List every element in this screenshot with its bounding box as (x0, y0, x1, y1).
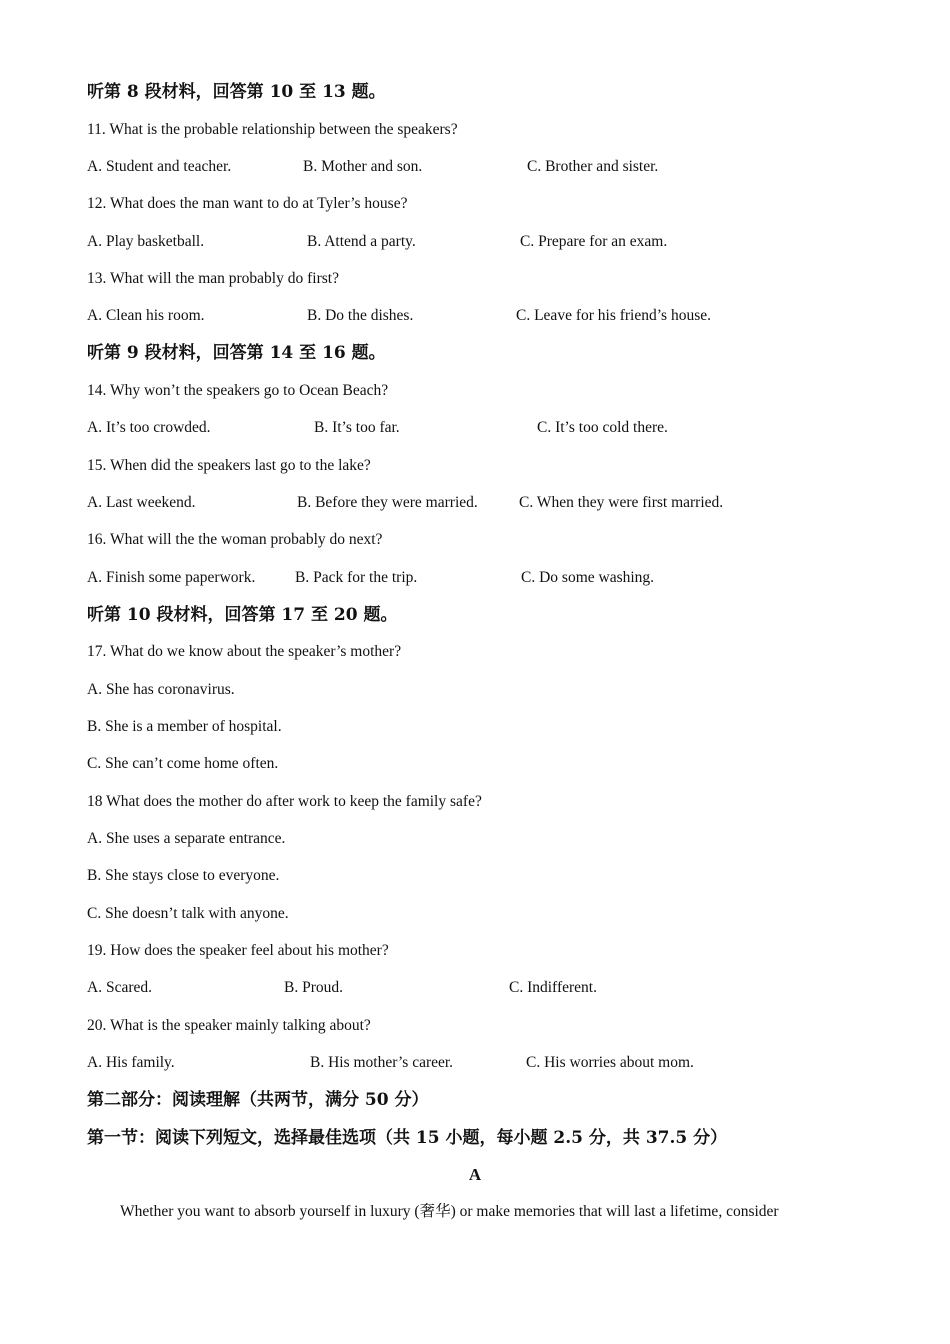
option-12a: A. Play basketball. (87, 233, 205, 250)
option-11c: C. Brother and sister. (527, 158, 659, 175)
option-19a: A. Scared. (87, 979, 152, 996)
question-17: 17. What do we know about the speaker’s mother? (87, 643, 402, 660)
section-header-10: 听第 10 段材料，回答第 17 至 20 题。 (87, 605, 398, 625)
question-13: 13. What will the man probably do first? (87, 270, 339, 287)
option-15a: A. Last weekend. (87, 494, 196, 511)
option-12b: B. Attend a party. (307, 233, 416, 250)
option-13b: B. Do the dishes. (307, 307, 414, 324)
option-19c: C. Indifferent. (509, 979, 597, 996)
question-15: 15. When did the speakers last go to the lake? (87, 457, 371, 474)
option-14a: A. It’s too crowded. (87, 419, 211, 436)
option-17a: A. She has coronavirus. (87, 681, 235, 698)
passage-label: A (468, 1165, 482, 1184)
option-12c: C. Prepare for an exam. (520, 233, 668, 250)
option-13a: A. Clean his room. (87, 307, 205, 324)
option-18a: A. She uses a separate entrance. (87, 830, 286, 847)
option-16a: A. Finish some paperwork. (87, 569, 256, 586)
question-18: 18 What does the mother do after work to keep the family safe? (87, 793, 482, 810)
option-14b: B. It’s too far. (314, 419, 400, 436)
section-header-9: 听第 9 段材料，回答第 14 至 16 题。 (87, 343, 386, 363)
question-20: 20. What is the speaker mainly talking about? (87, 1017, 371, 1034)
option-17b: B. She is a member of hospital. (87, 718, 282, 735)
question-12: 12. What does the man want to do at Tyler’s house? (87, 195, 408, 212)
question-19: 19. How does the speaker feel about his mother? (87, 942, 389, 959)
option-18b: B. She stays close to everyone. (87, 867, 280, 884)
section-header-8: 听第 8 段材料，回答第 10 至 13 题。 (87, 82, 386, 102)
option-16b: B. Pack for the trip. (295, 569, 418, 586)
option-14c: C. It’s too cold there. (537, 419, 668, 436)
option-20a: A. His family. (87, 1054, 175, 1071)
option-11a: A. Student and teacher. (87, 158, 232, 175)
option-15b: B. Before they were married. (297, 494, 478, 511)
question-16: 16. What will the the woman probably do next? (87, 531, 383, 548)
question-11: 11. What is the probable relationship between the speakers? (87, 121, 458, 138)
option-20b: B. His mother’s career. (310, 1054, 454, 1071)
option-16c: C. Do some washing. (521, 569, 655, 586)
question-14: 14. Why won’t the speakers go to Ocean Beach? (87, 382, 389, 399)
option-17c: C. She can’t come home often. (87, 755, 279, 772)
section1-heading: 第一节：阅读下列短文，选择最佳选项（共 15 小题，每小题 2.5 分，共 37.5 分） (87, 1128, 728, 1148)
option-13c: C. Leave for his friend’s house. (516, 307, 711, 324)
option-18c: C. She doesn’t talk with anyone. (87, 905, 289, 922)
option-11b: B. Mother and son. (303, 158, 423, 175)
passage-text: Whether you want to absorb yourself in luxury (奢华) or make memories that will last a lifetime, consider (120, 1203, 779, 1220)
part2-heading: 第二部分：阅读理解（共两节，满分 50 分） (87, 1090, 429, 1110)
option-19b: B. Proud. (284, 979, 343, 996)
option-15c: C. When they were first married. (519, 494, 724, 511)
option-20c: C. His worries about mom. (526, 1054, 694, 1071)
